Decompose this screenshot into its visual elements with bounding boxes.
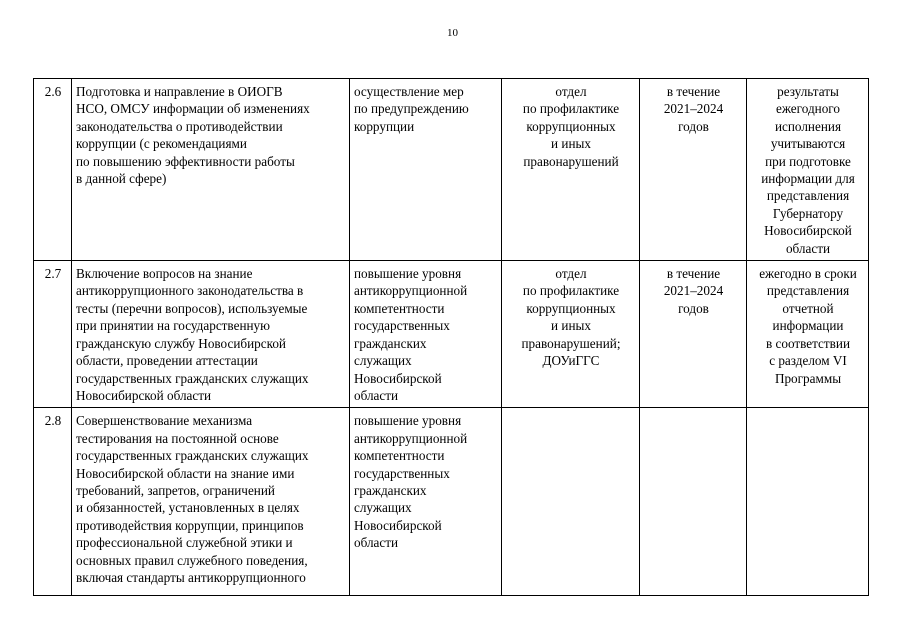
measure-description: Совершенствование механизма тестирования на постоянной основе государственных гражданских служащих Новосибирской области на знание ими требований, запретов, ограничений и обязанностей, установленных в целях противодействия коррупции, принципов профессиональной служебной этики и основных правил служебного поведения, включая стандарты антикоррупционного [72, 408, 350, 596]
table-row [34, 261, 869, 408]
item-number: 2.6 [34, 79, 72, 261]
measure-goal: осуществление мер по предупреждению коррупции [350, 79, 502, 261]
measures-table [33, 78, 869, 596]
table-row [34, 79, 869, 261]
measure-result [747, 408, 869, 596]
measure-executor [502, 408, 640, 596]
measure-goal: повышение уровня антикоррупционной компетентности государственных гражданских служащих Новосибирской области [350, 261, 502, 408]
page-number: 10 [447, 27, 458, 39]
measure-description: Включение вопросов на знание антикоррупционного законодательства в тесты (перечни вопросов), используемые при принятии на государственную гражданскую службу Новосибирской области, проведении аттестации государственных гражданских служащих Новосибирской области [72, 261, 350, 408]
measure-result: результаты ежегодного исполнения учитываются при подготовке информации для представления Губернатору Новосибирской области [747, 79, 869, 261]
measure-executor: отдел по профилактике коррупционных и иных правонарушений; ДОУиГГС [502, 261, 640, 408]
measure-term: в течение 2021–2024 годов [640, 261, 747, 408]
measure-description: Подготовка и направление в ОИОГВ НСО, ОМСУ информации об изменениях законодательства о противодействии коррупции (с рекомендациями по повышению эффективности работы в данной сфере) [72, 79, 350, 261]
measure-result: ежегодно в сроки представления отчетной информации в соответствии с разделом VI Программы [747, 261, 869, 408]
measure-executor: отдел по профилактике коррупционных и иных правонарушений [502, 79, 640, 261]
item-number: 2.8 [34, 408, 72, 596]
item-number: 2.7 [34, 261, 72, 408]
measure-goal: повышение уровня антикоррупционной компетентности государственных гражданских служащих Новосибирской области [350, 408, 502, 596]
measure-term [640, 408, 747, 596]
table-row [34, 408, 869, 596]
measure-term: в течение 2021–2024 годов [640, 79, 747, 261]
